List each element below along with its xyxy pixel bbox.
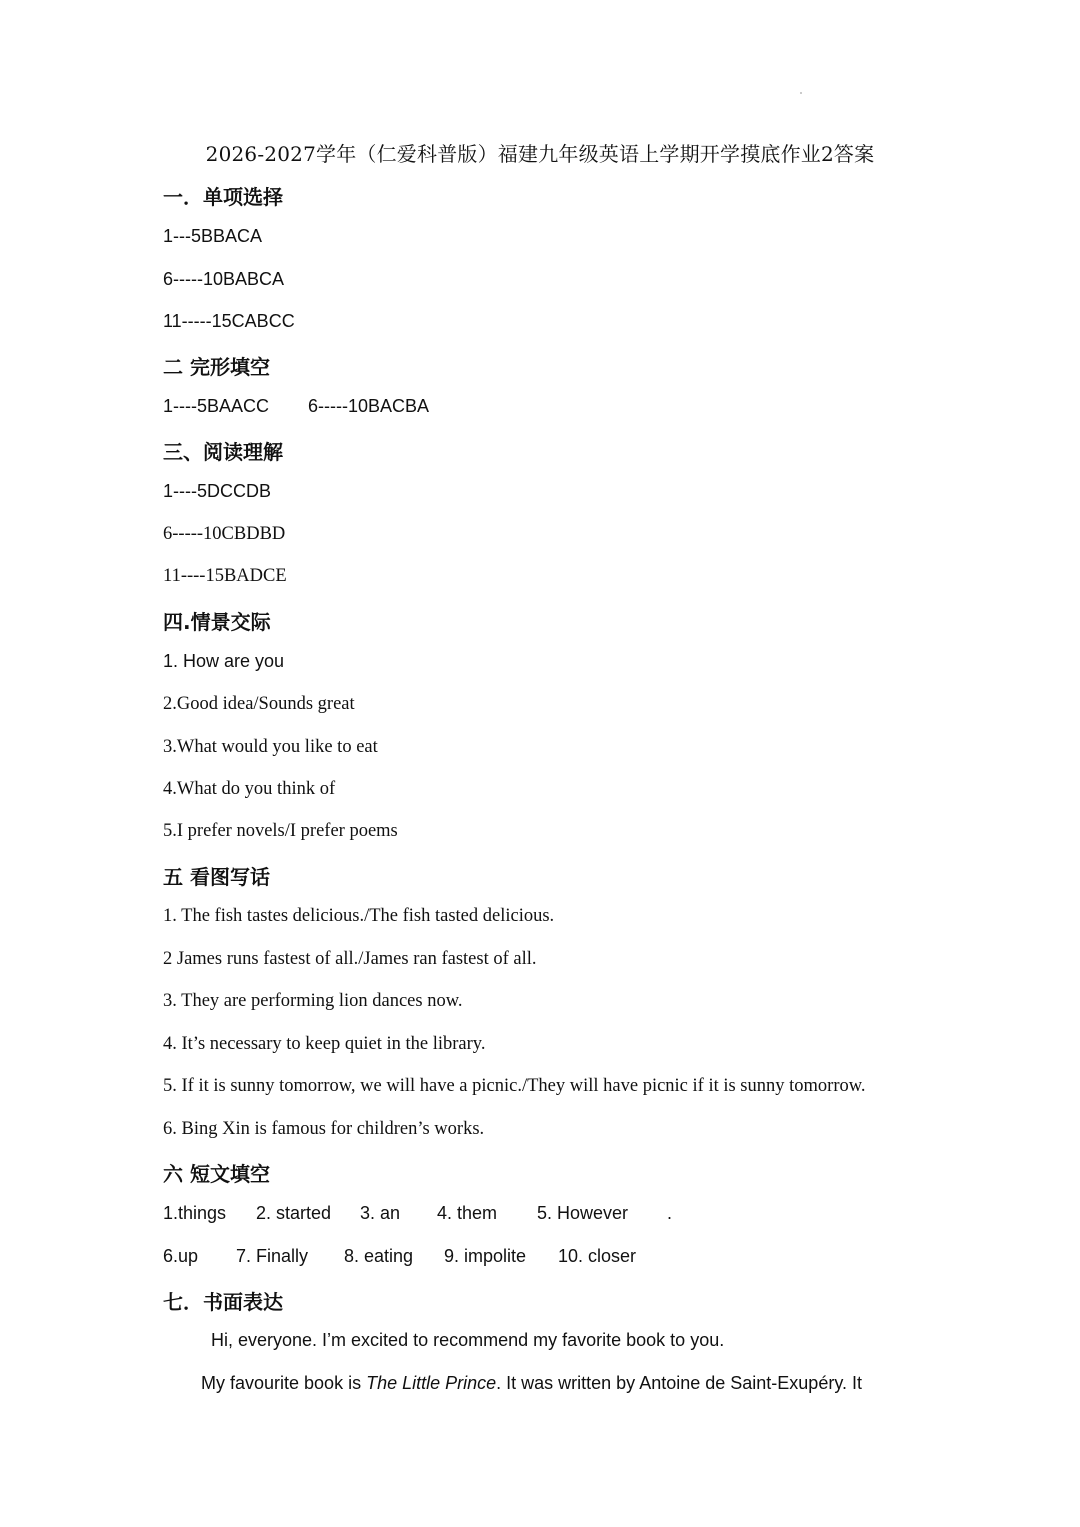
answer-line: 1. How are you bbox=[163, 651, 285, 671]
answer-line: 1----5DCCDB bbox=[163, 481, 271, 501]
essay-text: . It was written by Antoine de Saint-Exupéry. It bbox=[496, 1373, 862, 1393]
answer-line: 6-----10CBDBD bbox=[163, 524, 286, 544]
essay-paragraph: Hi, everyone. I’m excited to recommend my favorite book to you. bbox=[211, 1330, 725, 1350]
answer-item: 2. started bbox=[256, 1203, 332, 1223]
answer-line: 6-----10BABCA bbox=[163, 269, 285, 289]
section-heading-passage-fill: 六 短文填空 bbox=[163, 1162, 270, 1186]
answer-line: 5.I prefer novels/I prefer poems bbox=[163, 821, 398, 841]
section-heading-picture-writing: 五 看图写话 bbox=[163, 865, 270, 889]
answer-line: 6-----10BACBA bbox=[308, 396, 430, 416]
answer-item: 9. impolite bbox=[444, 1246, 527, 1266]
section-heading-dialogue: 四.情景交际 bbox=[163, 610, 271, 634]
scan-speck bbox=[800, 92, 802, 94]
answer-line: 11----15BADCE bbox=[163, 566, 287, 586]
essay-text: My favourite book is bbox=[201, 1373, 367, 1393]
document-title: 2026-2027学年（仁爱科普版）福建九年级英语上学期开学摸底作业2答案 bbox=[205, 142, 875, 166]
answer-line: 1----5BAACC bbox=[163, 396, 270, 416]
answer-item: 3. an bbox=[360, 1203, 401, 1223]
book-title: The Little Prince bbox=[366, 1373, 497, 1393]
answer-item: . bbox=[667, 1203, 673, 1223]
answer-line: 1---5BBACA bbox=[163, 226, 263, 246]
section-heading-single-choice: 一．单项选择 bbox=[163, 185, 283, 209]
answer-item: 10. closer bbox=[558, 1246, 637, 1266]
section-heading-cloze: 二 完形填空 bbox=[163, 355, 270, 379]
section-heading-reading: 三、阅读理解 bbox=[163, 440, 283, 464]
answer-line: 3. They are performing lion dances now. bbox=[163, 991, 463, 1011]
answer-line: 4. It’s necessary to keep quiet in the library. bbox=[163, 1034, 486, 1054]
answer-line: 11-----15CABCC bbox=[163, 311, 295, 331]
answer-item: 4. them bbox=[437, 1203, 498, 1223]
essay-paragraph bbox=[201, 1373, 862, 1394]
answer-item: 1.things bbox=[163, 1203, 227, 1223]
answer-item: 5. However bbox=[537, 1203, 629, 1223]
section-heading-writing: 七．书面表达 bbox=[163, 1290, 283, 1314]
answer-line: 1. The fish tastes delicious./The fish tasted delicious. bbox=[163, 906, 555, 926]
answer-item: 8. eating bbox=[344, 1246, 414, 1266]
answer-item: 7. Finally bbox=[236, 1246, 309, 1266]
answer-line: 2 James runs fastest of all./James ran fastest of all. bbox=[163, 949, 537, 969]
answer-item: 6.up bbox=[163, 1246, 199, 1266]
answer-line: 5. If it is sunny tomorrow, we will have a picnic./They will have picnic if it is sunny tomorrow. bbox=[163, 1076, 866, 1096]
answer-line: 6. Bing Xin is famous for children’s works. bbox=[163, 1119, 485, 1139]
answer-line: 2.Good idea/Sounds great bbox=[163, 694, 355, 714]
answer-line: 3.What would you like to eat bbox=[163, 737, 378, 757]
answer-line: 4.What do you think of bbox=[163, 779, 336, 799]
